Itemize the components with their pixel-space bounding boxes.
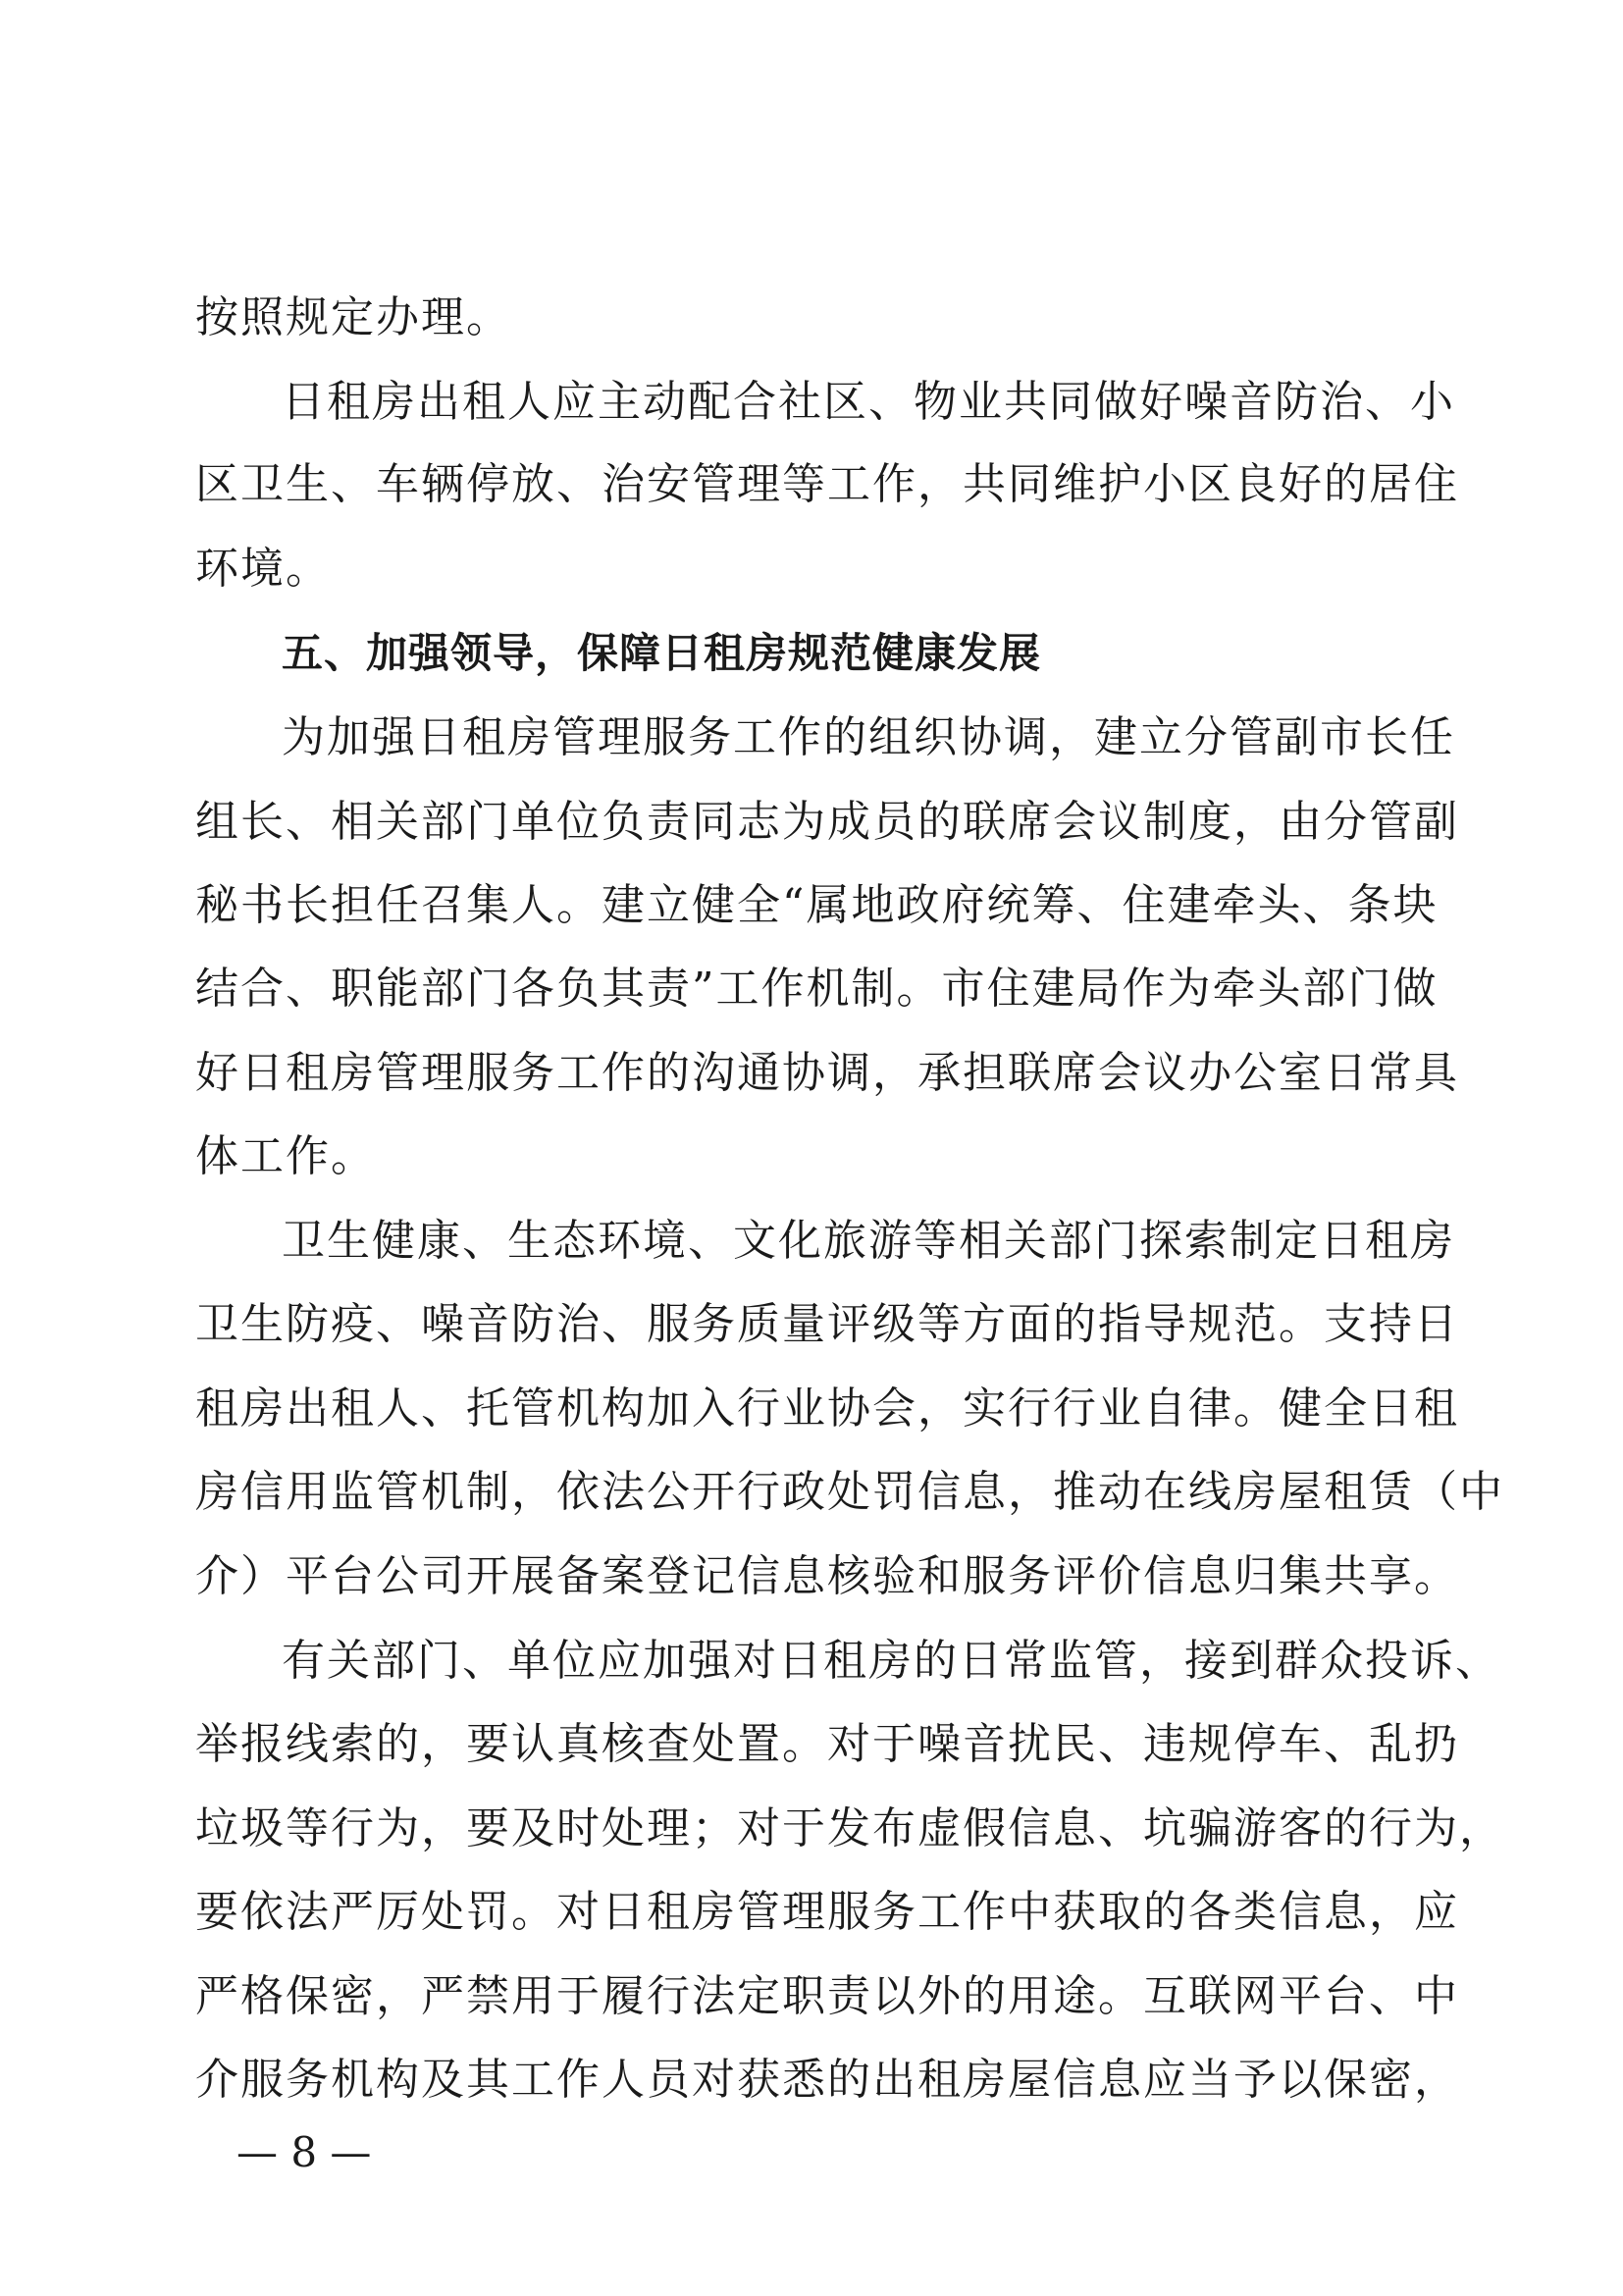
paragraph-3-line-3: 秘书长担任召集人。建立健全“属地政府统筹、住建牵头、条块 [195,880,1439,930]
paragraph-1-line-1: 按照规定办理。 [195,292,511,342]
paragraph-3-line-6: 体工作。 [195,1131,376,1181]
paragraph-5-line-1: 有关部门、单位应加强对日租房的日常监管，接到群众投诉、 [282,1636,1500,1686]
paragraph-5-line-4: 要依法严厉处罚。对日租房管理服务工作中获取的各类信息，应 [195,1887,1459,1937]
paragraph-2-line-3: 环境。 [195,544,331,594]
paragraph-4-line-5: 介）平台公司开展备案登记信息核验和服务评价信息归集共享。 [195,1551,1459,1601]
paragraph-5-line-6: 介服务机构及其工作人员对获悉的出租房屋信息应当予以保密， [195,2055,1459,2105]
page-number: — 8 — [236,2128,372,2176]
paragraph-3-line-2: 组长、相关部门单位负责同志为成员的联席会议制度，由分管副 [195,797,1459,847]
paragraph-5-line-3: 垃圾等行为，要及时处理；对于发布虚假信息、坑骗游客的行为， [195,1803,1504,1853]
section-heading: 五、加强领导，保障日租房规范健康发展 [282,629,1042,677]
paragraph-4-line-2: 卫生防疫、噪音防治、服务质量评级等方面的指导规范。支持日 [195,1299,1459,1349]
paragraph-4-line-3: 租房出租人、托管机构加入行业协会，实行行业自律。健全日租 [195,1383,1459,1434]
paragraph-4-line-4: 房信用监管机制，依法公开行政处罚信息，推动在线房屋租赁（中 [195,1467,1504,1517]
paragraph-4-line-1: 卫生健康、生态环境、文化旅游等相关部门探索制定日租房 [282,1216,1455,1266]
paragraph-3-line-1: 为加强日租房管理服务工作的组织协调，建立分管副市长任 [282,712,1455,762]
paragraph-5-line-5: 严格保密，严禁用于履行法定职责以外的用途。互联网平台、中 [195,1971,1459,2021]
paragraph-2-line-2: 区卫生、车辆停放、治安管理等工作，共同维护小区良好的居住 [195,459,1459,509]
paragraph-3-line-5: 好日租房管理服务工作的沟通协调，承担联席会议办公室日常具 [195,1048,1459,1098]
paragraph-5-line-2: 举报线索的，要认真核查处置。对于噪音扰民、违规停车、乱扔 [195,1719,1459,1769]
paragraph-2-line-1: 日租房出租人应主动配合社区、物业共同做好噪音防治、小 [282,377,1455,427]
paragraph-3-line-4: 结合、职能部门各负其责”工作机制。市住建局作为牵头部门做 [195,964,1439,1014]
